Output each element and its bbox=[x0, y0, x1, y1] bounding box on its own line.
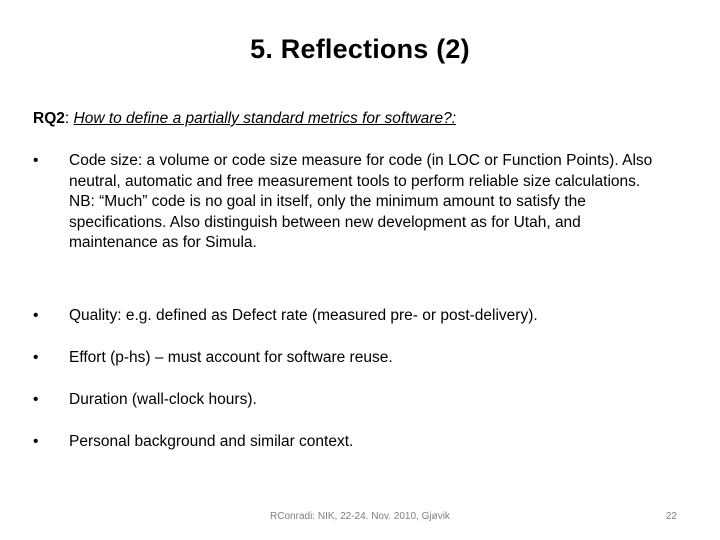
bullet-term: Effort (p-hs) bbox=[69, 349, 151, 366]
bullet-content bbox=[69, 348, 669, 369]
bullet-marker: • bbox=[33, 152, 39, 169]
slide-title: 5. Reflections (2) bbox=[250, 34, 470, 64]
bullet-marker: • bbox=[33, 391, 39, 408]
bullet-content bbox=[69, 151, 669, 254]
bullet-content bbox=[69, 390, 669, 411]
bullet-paragraph bbox=[69, 151, 669, 192]
bullet-term: Code size bbox=[69, 152, 138, 169]
slide-footer: RConradi: NIK, 22-24. Nov. 2010, Gjøvik bbox=[270, 511, 450, 522]
bullet-marker: • bbox=[33, 349, 39, 366]
rq-separator: : bbox=[64, 110, 74, 127]
bullet-term: Personal background bbox=[69, 433, 216, 450]
bullet-text: : a volume or code size measure for code (in LOC or Function Points). Also neutral, automatic and free measurement tools to perform reliable size calculations. bbox=[69, 152, 653, 190]
bullet-text: and similar context. bbox=[215, 433, 354, 450]
page-number: 22 bbox=[665, 511, 677, 522]
bullet-content bbox=[69, 306, 669, 327]
rq-question: How to define a partially standard metrics for software?: bbox=[73, 110, 457, 127]
bullet-marker: • bbox=[33, 433, 39, 450]
bullet-text: – must account for software reuse. bbox=[150, 349, 393, 366]
research-question bbox=[33, 110, 456, 128]
bullet-text: (wall-clock hours). bbox=[127, 391, 257, 408]
bullet-note: NB: “Much” code is no goal in itself, only the minimum amount to satisfy the specifications. Also distinguish between new development as for Utah, and maintenance as for Simula. bbox=[69, 193, 586, 251]
bullet-content bbox=[69, 432, 669, 453]
bullet-term: Quality bbox=[69, 307, 118, 324]
bullet-text: : e.g. defined as Defect rate (measured pre- or post-delivery). bbox=[117, 307, 538, 324]
bullet-marker: • bbox=[33, 307, 39, 324]
rq-label: RQ2 bbox=[33, 110, 65, 127]
bullet-term: Duration bbox=[69, 391, 128, 408]
